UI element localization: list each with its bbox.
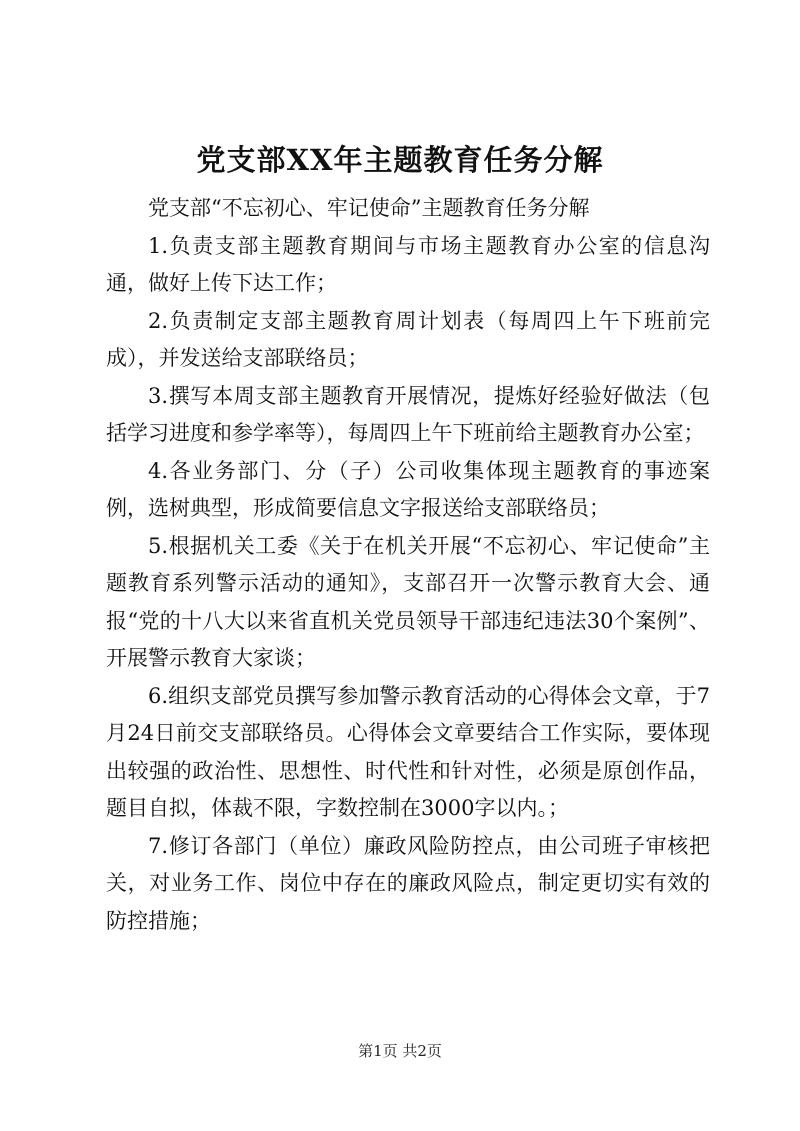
paragraph-4: 4.各业务部门、分（子）公司收集体现主题教育的事迹案例，选树典型，形成简要信息文字报送给支部联络员； xyxy=(106,458,710,520)
document-body xyxy=(106,190,710,940)
paragraph-2: 2.负责制定支部主题教育周计划表（每周四上午下班前完成），并发送给支部联络员； xyxy=(106,308,710,370)
document-title: 党支部XX年主题教育任务分解 xyxy=(196,143,604,177)
paragraph-6: 6.组织支部党员撰写参加警示教育活动的心得体会文章，于7月24日前交支部联络员。心得体会文章要结合工作实际，要体现出较强的政治性、思想性、时代性和针对性，必须是原创作品，题目自拟，体裁不限，字数控制在3000字以内。； xyxy=(106,683,710,820)
paragraph-7: 7.修订各部门（单位）廉政风险防控点，由公司班子审核把关，对业务工作、岗位中存在的廉政风险点，制定更切实有效的防控措施； xyxy=(106,833,710,933)
paragraph-5: 5.根据机关工委《关于在机关开展“不忘初心、牢记使命”主题教育系列警示活动的通知》，支部召开一次警示教育大会、通报“党的十八大以来省直机关党员领导干部违纪违法30个案例”、开展警示教育大家谈； xyxy=(106,533,710,670)
page-number-footer: 第1页 共2页 xyxy=(358,1042,442,1060)
paragraph-1: 1.负责支部主题教育期间与市场主题教育办公室的信息沟通，做好上传下达工作； xyxy=(106,233,710,295)
paragraph-3: 3.撰写本周支部主题教育开展情况，提炼好经验好做法（包括学习进度和参学率等），每周四上午下班前给主题教育办公室； xyxy=(106,383,710,445)
document-subtitle: 党支部“不忘初心、牢记使命”主题教育任务分解 xyxy=(148,196,590,220)
